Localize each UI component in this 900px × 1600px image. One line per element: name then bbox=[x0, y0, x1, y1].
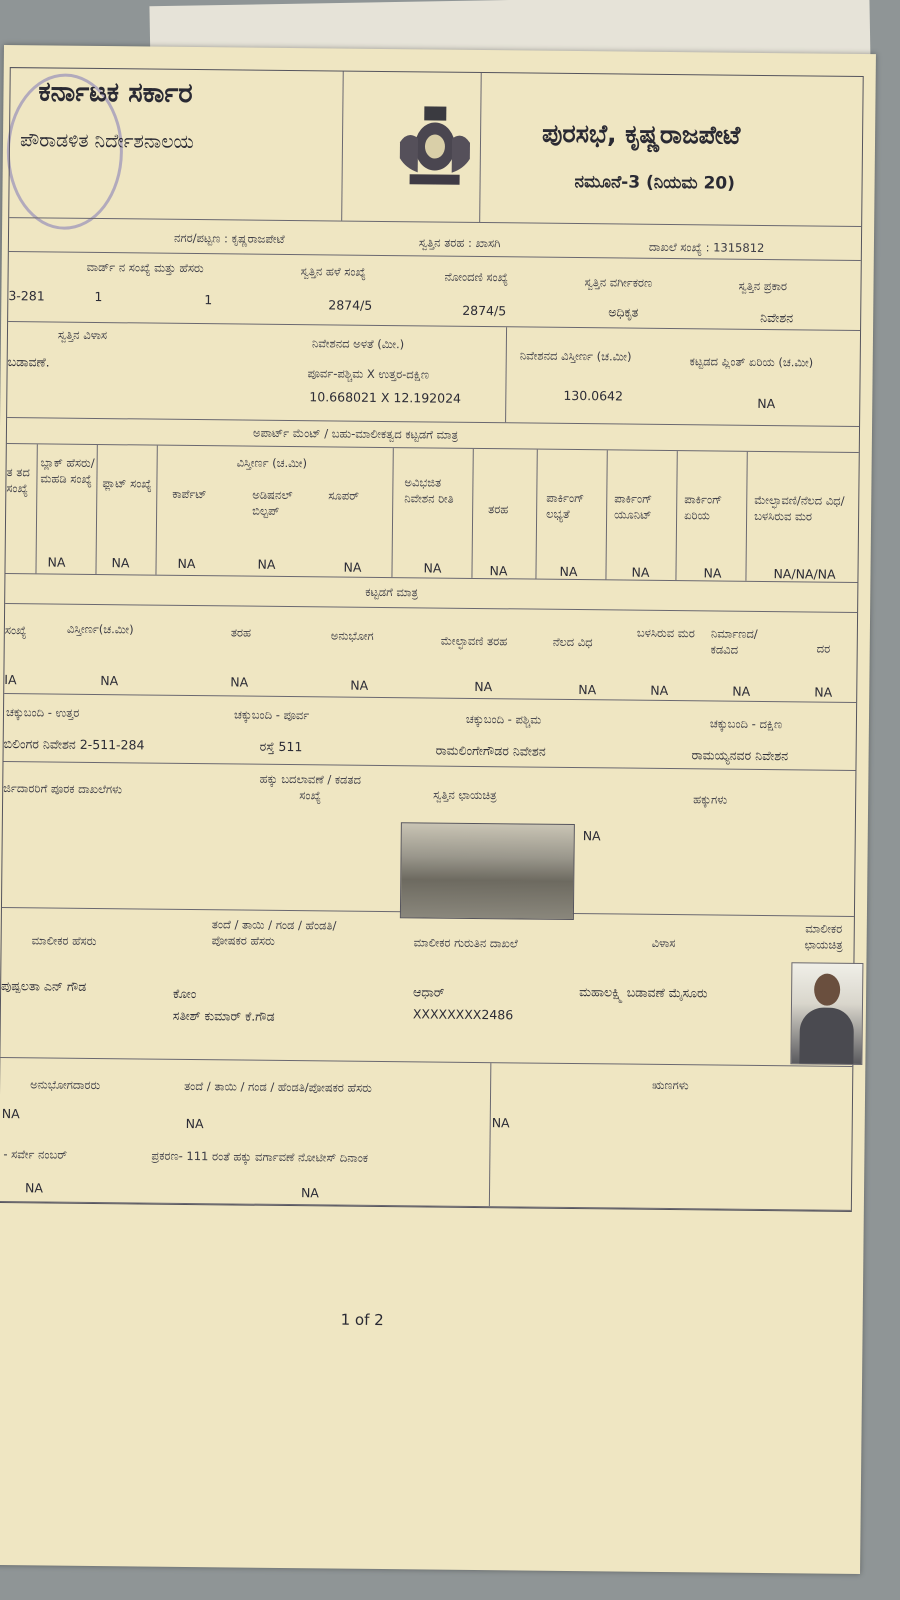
owner-address-value: ಮಹಾಲಕ್ಷ್ಮಿ ಬಡಾವಣೆ ಮೈಸೂರು bbox=[579, 984, 708, 1001]
owner-row bbox=[0, 908, 854, 1067]
measure-label: ನಿವೇಶನದ ಅಳತೆ (ಮೀ.) bbox=[311, 336, 405, 352]
direction-text: ಪೂರ್ವ-ಪಶ್ಚಿಮ X ಉತ್ತರ-ದಕ್ಷಿಣ bbox=[307, 366, 430, 382]
supporting-documents-label: ರ್ಜಿದಾರರಿಗೆ ಪೂರಕ ದಾಖಲೆಗಳು bbox=[3, 781, 123, 797]
classification-value: ಅಧಿಕೃತ bbox=[608, 304, 639, 320]
header-section bbox=[9, 68, 863, 227]
rights-label: ಹಕ್ಕುಗಳು bbox=[693, 792, 728, 807]
page-indicator: 1 of 2 bbox=[340, 1310, 384, 1330]
boundary-east-label: ಚಕ್ಕುಬಂದಿ - ಪೂರ್ವ bbox=[233, 707, 310, 723]
town-label: ನಗರ/ಪಟ್ಟಣ : ಕೃಷ್ಣರಾಜಪೇಟೆ bbox=[173, 230, 285, 246]
apt-col-undivided: ಅವಿಭಜಿತ ನಿವೇಶನ ರೀತಿ bbox=[404, 475, 454, 506]
apartment-title: ಅಪಾರ್ಟ್ ಮೆಂಟ್ / ಬಹು-ಮಾಲೀಕತ್ವದ ಕಟ್ಟಡಗೆ ಮಾತ್ರ bbox=[252, 425, 459, 442]
apt-col-block: ಬ್ಲಾಕ್ ಹೆಸರು/ ಮಹಡಿ ಸಂಖ್ಯೆ bbox=[40, 455, 95, 486]
owner-photo-body bbox=[799, 1007, 854, 1064]
occupant-relation-value: NA bbox=[185, 1115, 204, 1132]
address-label: ಸ್ವತ್ತಿನ ವಿಳಾಸ bbox=[57, 327, 108, 343]
bld-value-usage: NA bbox=[350, 677, 369, 693]
liabilities-label: ಋಣಗಳು bbox=[652, 1077, 689, 1093]
form-frame bbox=[0, 67, 864, 1212]
address-row bbox=[7, 322, 860, 427]
apt-col-sep bbox=[535, 450, 537, 579]
property-id: 3-281 bbox=[8, 288, 45, 304]
occupant-divider bbox=[489, 1063, 491, 1206]
municipality-title: ಪುರಸಭೆ, ಕೃಷ್ಣರಾಜಪೇಟೆ bbox=[541, 118, 741, 150]
property-photo bbox=[400, 822, 575, 920]
building-title: ಕಟ್ಟಡಗೆ ಮಾತ್ರ bbox=[365, 584, 419, 600]
boundary-west-value: ರಾಮಲಿಂಗೇಗೌಡರ ನಿವೇಶನ bbox=[435, 742, 546, 759]
apt-col-sep bbox=[675, 451, 677, 580]
header-divider-left bbox=[341, 72, 344, 221]
record-number: ದಾಖಲೆ ಸಂಖ್ಯೆ : 1315812 bbox=[648, 239, 765, 255]
owner-id-value: XXXXXXXX2486 bbox=[412, 1006, 514, 1023]
owner-address-label: ವಿಳಾಸ bbox=[651, 935, 676, 951]
apt-value-parking-area: NA bbox=[703, 565, 722, 581]
boundary-north-label: ಚಕ್ಕುಬಂದಿ - ಉತ್ತರ bbox=[5, 705, 80, 720]
occupant-label: ಅನುಭೋಗದಾರರು bbox=[30, 1077, 101, 1093]
apt-col-type: ತರಹ bbox=[488, 502, 509, 517]
directorate-name: ಪೌರಾಡಳಿತ ನಿರ್ದೇಶನಾಲಯ bbox=[19, 129, 194, 153]
ward-row bbox=[8, 252, 861, 331]
bld-value-wood: NA bbox=[650, 682, 669, 698]
occupant-value: NA bbox=[1, 1106, 20, 1122]
survey-number-value: NA bbox=[24, 1180, 44, 1196]
apt-col-sep bbox=[95, 445, 97, 574]
boundaries-row bbox=[3, 694, 856, 771]
apt-col-parking-area: ಪಾರ್ಕಿಂಗ್ ಏರಿಯ bbox=[684, 492, 723, 523]
apt-value-roof: NA/NA/NA bbox=[773, 566, 836, 582]
apt-value-undivided: NA bbox=[423, 560, 442, 576]
ward-number: 1 bbox=[94, 288, 103, 305]
owner-id-label: ಮಾಲೀಕರ ಗುರುತಿನ ದಾಖಲೆ bbox=[413, 935, 518, 951]
liabilities-value: NA bbox=[491, 1115, 510, 1131]
apt-col-sep bbox=[35, 444, 37, 573]
plinth-value: NA bbox=[757, 395, 776, 412]
apt-value-parking-availability: NA bbox=[559, 563, 578, 580]
notice-date-value: NA bbox=[300, 1185, 319, 1201]
owner-relation-value: ಸತೀಶ್ ಕುಮಾರ್ ಕೆ.ಗೌಡ bbox=[172, 1007, 275, 1024]
apt-value-block: NA bbox=[47, 554, 66, 570]
bld-value-roof: NA bbox=[474, 678, 493, 695]
apartment-table bbox=[5, 444, 858, 583]
bld-col-roof: ಮೇಲ್ಛಾವಣಿ ತರಹ bbox=[440, 633, 508, 649]
property-kind-value: ನಿವೇಶನ bbox=[760, 309, 794, 326]
ward-name: 1 bbox=[204, 292, 213, 308]
boundary-west-label: ಚಕ್ಕುಬಂದಿ - ಪಶ್ಚಿಮ bbox=[465, 711, 542, 727]
old-number-value: 2874/5 bbox=[328, 297, 373, 313]
survey-number-label: - ಸರ್ವೇ ನಂಬರ್ bbox=[3, 1147, 68, 1162]
apt-col-additional: ಅಡಿಷನಲ್ ಬಿಲ್ಟಪ್ bbox=[252, 487, 293, 518]
state-emblem-icon bbox=[389, 102, 480, 195]
bld-value-type: NA bbox=[230, 674, 249, 690]
owner-id-type: ಆಧಾರ್ bbox=[413, 984, 445, 1000]
owner-relation-prefix: ಕೋಂ bbox=[173, 985, 197, 1002]
area-label: ನಿವೇಶನದ ವಿಸ್ತೀರ್ಣ (ಚ.ಮೀ) bbox=[519, 348, 632, 364]
bld-value-year: NA bbox=[732, 683, 751, 699]
bld-col-rate: ದರ bbox=[816, 641, 831, 656]
bld-col-type: ತರಹ bbox=[230, 625, 252, 640]
apt-value-super: NA bbox=[343, 559, 362, 575]
measure-value: 10.668021 X 12.192024 bbox=[309, 389, 462, 406]
bld-col-area: ವಿಸ್ತೀರ್ಣ(ಚ.ಮೀ) bbox=[66, 621, 134, 637]
bld-value-area: NA bbox=[100, 673, 119, 689]
occupant-relation-label: ತಂದೆ / ತಾಯಿ / ಗಂಡ / ಹೆಂಡತಿ/ಪೋಷಕರ ಹೆಸರು bbox=[184, 1078, 372, 1095]
apt-col-carpet: ಕಾರ್ಪೆಟ್ bbox=[172, 486, 207, 502]
old-number-label: ಸ್ವತ್ತಿನ ಹಳೆ ಸಂಖ್ಯೆ bbox=[300, 264, 366, 279]
address-row-divider bbox=[505, 327, 507, 422]
ward-label: ವಾರ್ಡ್ ನ ಸಂಖ್ಯೆ ಮತ್ತು ಹೆಸರು bbox=[86, 259, 204, 276]
apt-value-flat: NA bbox=[111, 555, 130, 571]
apt-col-flat: ಫ್ಲಾಟ್ ಸಂಖ್ಯೆ bbox=[102, 476, 152, 491]
registration-number-value: 2874/5 bbox=[462, 302, 507, 319]
bld-value-no: IA bbox=[4, 672, 17, 688]
owner-relation-label: ತಂದೆ / ತಾಯಿ / ಗಂಡ / ಹೆಂಡತಿ/ಪೋಷಕರ ಹೆಸರು bbox=[211, 917, 337, 948]
classification-label: ಸ್ವತ್ತಿನ ವರ್ಗೀಕರಣ bbox=[584, 275, 653, 290]
form-number: ನಮೂನೆ-3 (ನಿಯಮ 20) bbox=[574, 171, 736, 194]
plinth-label: ಕಟ್ಟಡದ ಪ್ಲಿಂತ್ ಏರಿಯ (ಚ.ಮೀ) bbox=[689, 354, 814, 370]
apt-col-super: ಸೂಪರ್ bbox=[328, 488, 359, 503]
apt-col-sep bbox=[471, 449, 473, 578]
apt-value-carpet: NA bbox=[177, 555, 196, 572]
apt-col-sep bbox=[391, 448, 393, 577]
property-kind-label: ಸ್ವತ್ತಿನ ಪ್ರಕಾರ bbox=[738, 278, 788, 294]
boundary-north-value: ಬಿಲಿಂಗರ ನಿವೇಶನ 2-511-284 bbox=[3, 736, 145, 753]
boundary-south-label: ಚಕ್ಕುಬಂದಿ - ದಕ್ಷಿಣ bbox=[709, 716, 783, 732]
bld-value-rate: NA bbox=[814, 684, 833, 700]
apt-col-sep bbox=[745, 452, 747, 581]
owner-photo-head bbox=[814, 974, 840, 1006]
apt-col-no: ತ ತದ ಸಂಖ್ಯೆ bbox=[6, 465, 30, 496]
bld-col-floor: ನೆಲದ ವಿಧ bbox=[552, 634, 593, 650]
apt-col-parking-units: ಪಾರ್ಕಿಂಗ್ ಯೂನಿಟ್ bbox=[614, 491, 653, 522]
property-type-label: ಸ್ವತ್ತಿನ ತರಹ : ಖಾಸಗಿ bbox=[418, 235, 501, 251]
rights-change-label: ಹಕ್ಕು ಬದಲಾವಣೆ / ಕಡತದ ಸಂಖ್ಯೆ bbox=[259, 771, 362, 803]
notice-date-label: ಪ್ರಕರಣ- 111 ರಂತೆ ಹಕ್ಕು ವರ್ಗಾವಣೆ ನೋಟೀಸ್ ದಿನಾಂಕ bbox=[151, 1148, 369, 1165]
apt-col-roof: ಮೇಲ್ಛಾವಣಿ/ನೆಲದ ವಿಧ/ಬಳಸಿರುವ ಮರ bbox=[754, 492, 845, 524]
occupant-row bbox=[0, 1058, 852, 1211]
bld-value-floor: NA bbox=[578, 682, 597, 698]
owner-name-label: ಮಾಲೀಕರ ಹೆಸರು bbox=[31, 933, 97, 949]
apt-value-type: NA bbox=[489, 563, 508, 579]
government-title: ಕರ್ನಾಟಕ ಸರ್ಕಾರ bbox=[38, 76, 193, 109]
address-value: ಬಡಾವಣೆ. bbox=[7, 354, 50, 370]
documents-row bbox=[2, 762, 855, 917]
area-value: 130.0642 bbox=[563, 387, 624, 404]
apt-col-sep bbox=[605, 450, 607, 579]
apt-value-additional: NA bbox=[257, 556, 276, 572]
bld-col-wood: ಬಳಸಿರುವ ಮರ bbox=[636, 625, 695, 641]
property-document-page bbox=[0, 45, 876, 1574]
apt-value-parking-units: NA bbox=[631, 564, 650, 580]
apt-area-group: ವಿಸ್ತೀರ್ಣ (ಚ.ಮೀ) bbox=[236, 455, 308, 471]
bld-col-usage: ಅನುಭೋಗ bbox=[330, 628, 374, 643]
rights-value: NA bbox=[582, 828, 601, 844]
bld-col-no: ಸಂಖ್ಯೆ bbox=[4, 623, 27, 638]
boundary-south-value: ರಾಮಯ್ಯನವರ ನಿವೇಶನ bbox=[691, 747, 789, 764]
owner-photo bbox=[790, 962, 863, 1065]
bld-col-year: ನಿರ್ಮಾಣದ/ ಕಡವಿದ bbox=[710, 626, 758, 657]
apt-col-parking-availability: ಪಾರ್ಕಿಂಗ್ ಲಭ್ಯತೆ bbox=[546, 490, 585, 521]
registration-number-label: ನೋಂದಣಿ ಸಂಖ್ಯೆ bbox=[444, 269, 509, 285]
apt-col-sep bbox=[155, 446, 157, 575]
property-photo-label: ಸ್ವತ್ತಿನ ಛಾಯಚಿತ್ರ bbox=[433, 787, 497, 803]
owner-name-value: ಪುಷ್ಪಲತಾ ಎನ್ ಗೌಡ bbox=[1, 978, 87, 994]
owner-photo-label: ಮಾಲೀಕರ ಛಾಯಚಿತ್ರ bbox=[804, 921, 843, 952]
building-table bbox=[4, 604, 857, 703]
boundary-east-value: ರಸ್ತೆ 511 bbox=[259, 738, 303, 755]
